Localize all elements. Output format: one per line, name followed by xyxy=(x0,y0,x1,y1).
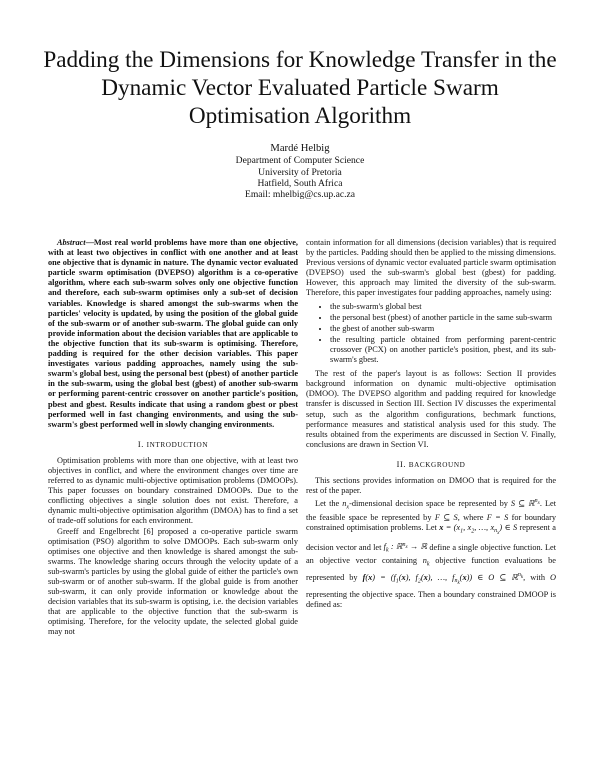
author-email: Email: mhelbig@cs.up.ac.za xyxy=(244,189,356,201)
text-run: objective function evaluations be represented by xyxy=(306,556,556,582)
author-location: Hatfield, South Africa xyxy=(257,177,343,189)
abstract xyxy=(48,238,298,430)
left-column xyxy=(48,238,298,638)
list-item: • the resulting particle obtained from performing parent-centric crossover (PCX) on another particle's position, pbest, and its sub-swarm's gbest. xyxy=(330,335,556,365)
text-run: define a single objective function. Let an objective vector containing xyxy=(306,542,557,566)
section-heading-background xyxy=(306,460,556,470)
math: S ⊆ ℝ$^{n_x}$ xyxy=(510,498,540,508)
list-item: • the sub-swarm's global best xyxy=(330,302,556,312)
intro-paragraph-1: Optimisation problems with more than one objective, with at least two objectives in conflict, and where the environment changes over time are referred to as dynamic multi-objective optimisation problems (DMOOPs). This paper focusses on boundary constrained DMOOPs. Due to the conflicting objectives a single solution does not exist. Therefore, a dynamic multi-objective optimisation algorithm (DMOA) has to find a set of trade-off solutions for each environment. xyxy=(48,455,298,526)
intro-paragraph-3: The rest of the paper's layout is as follows: Section II provides background information on dynamic multi-objective optimisation (DMOO). The DVEPSO algorithm and padding required for knowledge transfer is discussed in Section III. Section IV discusses the experimental setup, such as the algorithm configurations, bechmark functions, performance measures and statistical analysis used for this study. The results obtained from the experiments are discussed in Section V. Finally, conclusions are drawn in Section VI. xyxy=(306,369,556,449)
background-paragraph-2 xyxy=(306,496,556,610)
section-heading-introduction xyxy=(48,440,298,450)
text-run: Let the xyxy=(315,498,343,508)
author-block xyxy=(150,143,450,200)
math: $n_x$ xyxy=(342,498,350,511)
author-department: Department of Computer Science xyxy=(235,155,365,167)
intro-paragraph-2-continued: contain information for all dimensions (decision variables) that is required by the particles. Padding should then be applied to the missing dimensions. Previous versions of dynamic vector evaluated particle swarm optimisation (DVEPSO) used the sub-swarm's global best (gbest) for padding. However, this approach may limited the diversity of the sub-swarm. Therefore, this paper investigates four padding approaches, namely using: xyxy=(306,238,556,298)
section-number: II. xyxy=(396,459,406,469)
math: $n_k$ xyxy=(422,556,430,568)
section-title: BACKGROUND xyxy=(408,460,466,469)
math: F ⊆ S xyxy=(434,512,458,522)
text-run: -dimensional decision space be represented by xyxy=(349,498,511,508)
intro-paragraph-2: Greeff and Engelbrecht [6] proposed a co-operative particle swarm optimisation (PSO) algorithm to solve DMOOPs. Each sub-swarm only optimises one objective and then knowledge is shared amongst the sub-swarms. The knowledge sharing occurs through the velocity update of a sub-swarm's particles by using the global guide of either the particle's own sub-swarm or of another sub-swarm. If the global guide is from another sub-swarm, it can only provide information or knowledge about the decision variables that its sub-swarm is optising, i.e. the decision variables that are applicable to the objective function that the sub-swarm is optimising. Therefore, for the velocity update, the selected global guide may not xyxy=(48,526,298,637)
right-column xyxy=(306,238,556,610)
abstract-dash: — xyxy=(85,238,94,247)
math: $f(x) = (f_1(x)$, $f_2(x)$, …, $f_{n_k}(x)$) ∈ O ⊆ ℝ$^{n_k}$ xyxy=(362,571,524,587)
text-run: representing the objective space. Then a boundary constrained DMOOP is defined as: xyxy=(306,589,556,609)
abstract-text: Most real world problems have more than one objective, with at least two objectives in conflict with one another and at least one objective that is dynamic in nature. The dynamic vector evaluated particle swarm optimisation (DVEPSO) algorithm is a co-operative algorithm, where each sub-swarm solves only one objective function and therefore, each sub-swarm optimises only a sub-set of decision variables. Knowledge is shared amongst the sub-swarms when the particles' velocity is updated, by using the position of the global guide of the sub-swarm or of another sub-swarm. The global guide can only provide information about the decision variables that are applicable to the objective function that its sub-swarm is optimising. Therefore, padding is required for the other decision variables. This paper investigates various padding approaches, namely using the sub-swarm's global best, using the personal best (pbest) of another particle in the sub-swarm, using the global best (gbest) of another sub-swarm or performing parent-centric crossover on another particle's position, pbest and gbest. Results indicate that using a random gbest or pbest performed well in fast changing environments, and using the sub-swarm's gbest performed well in slowly changing environments. xyxy=(48,238,298,429)
math: $x = (x_1$, $x_2$, …, $x_{n_x}$) ∈ S xyxy=(439,522,518,537)
text-run: , with xyxy=(523,572,550,582)
math: F = S xyxy=(486,512,509,522)
author-university: University of Pretoria xyxy=(258,166,342,178)
text-run: represent a decision vector and let xyxy=(306,522,556,552)
math: $f_k$ : ℝ$^{n_x}$ → ℝ xyxy=(383,541,428,555)
section-number: I. xyxy=(137,439,144,449)
section-title: INTRODUCTION xyxy=(146,440,209,449)
list-item: • the gbest of another sub-swarm xyxy=(330,324,556,334)
text-run: . Let the feasible space be represented by xyxy=(306,498,557,522)
paper-title: Padding the Dimensions for Knowledge Transfer in the Dynamic Vector Evaluated Particle Swarm Optimisation Algorithm xyxy=(43,47,557,129)
text-run: , where xyxy=(457,512,487,522)
background-paragraph-1: This sections provides information on DMOO that is required for the rest of the paper. xyxy=(306,475,556,496)
text-run: for boundary constrained optimisation problems. Let xyxy=(306,512,556,532)
list-item: • the personal best (pbest) of another particle in the same sub-swarm xyxy=(330,313,556,323)
math: O xyxy=(550,572,556,582)
abstract-label: Abstract xyxy=(57,238,86,247)
author-name: Mardé Helbig xyxy=(270,143,330,154)
padding-approaches-list xyxy=(306,302,556,366)
